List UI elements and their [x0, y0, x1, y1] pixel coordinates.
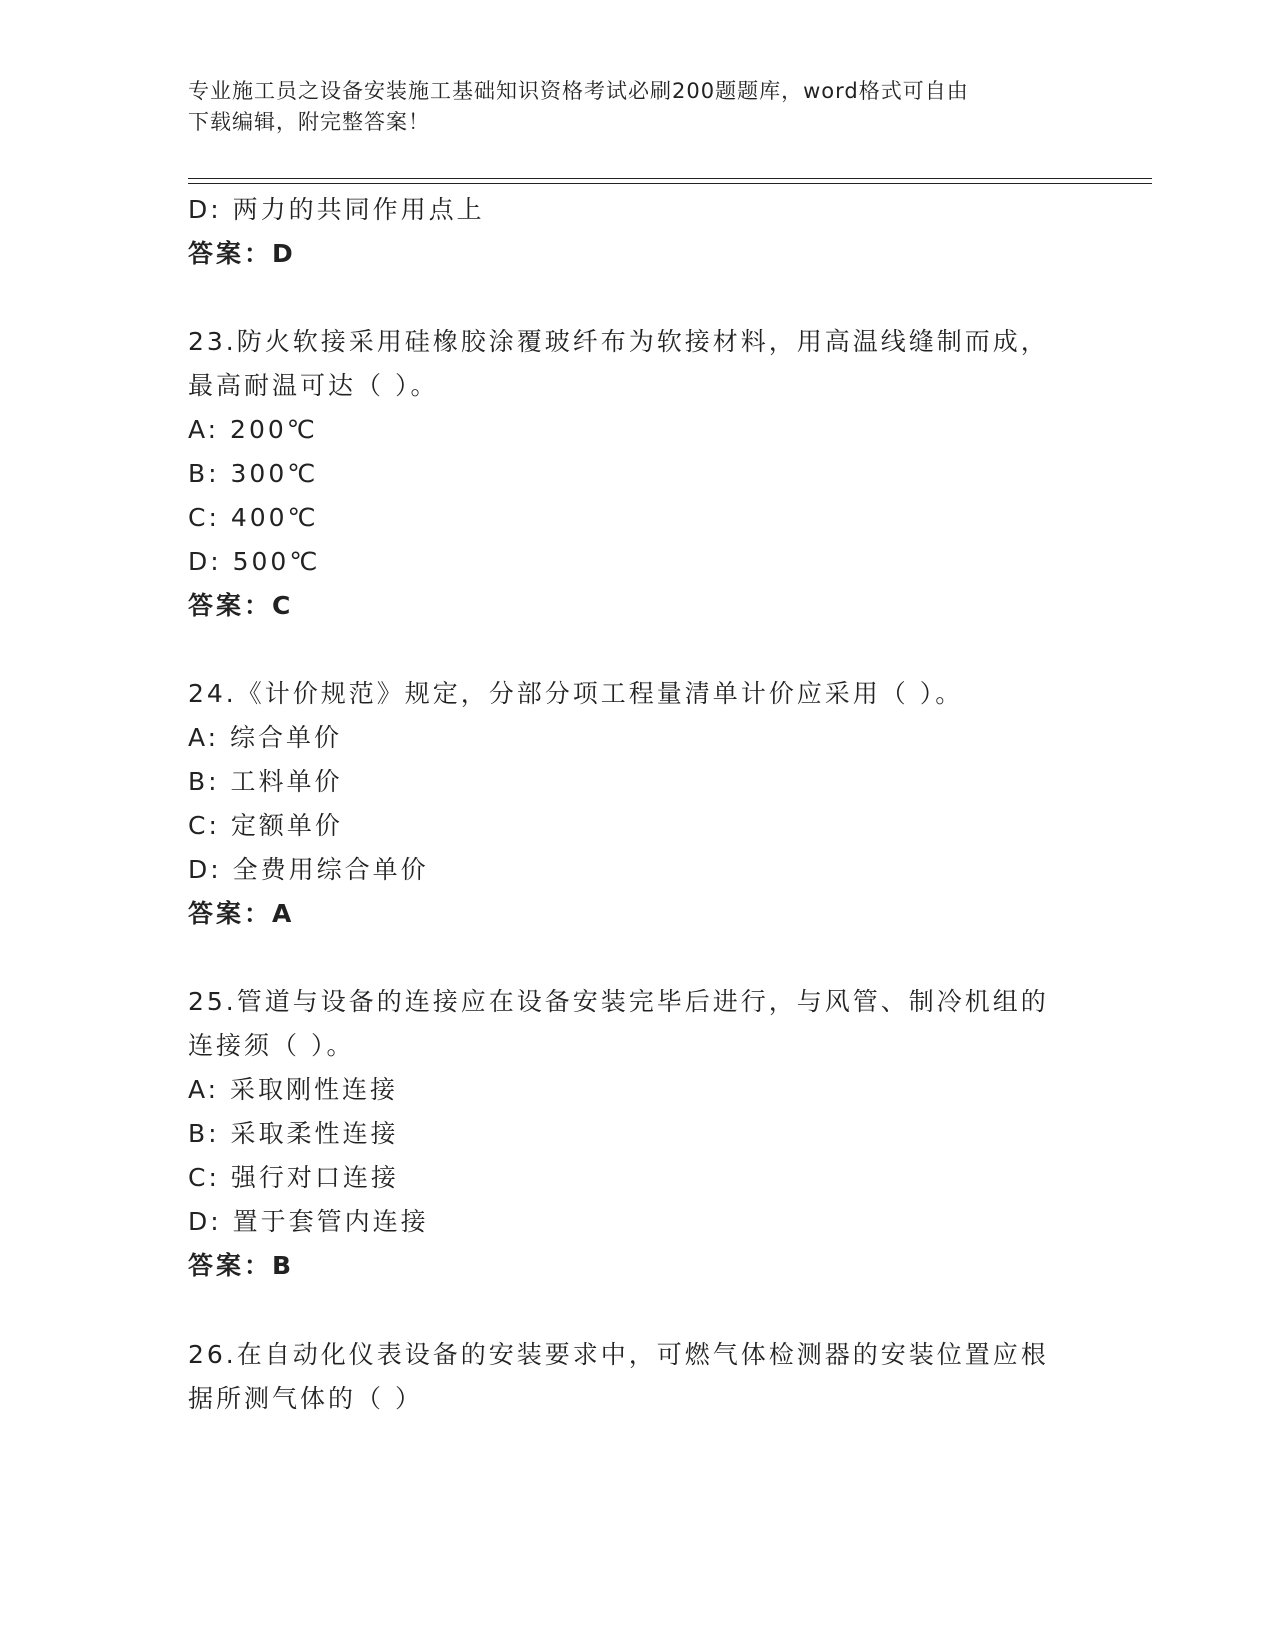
q23-option-c: C: 400℃ — [188, 503, 319, 532]
q24-option-b: B: 工料单价 — [188, 767, 343, 796]
q25-stem-line-1: 25.管道与设备的连接应在设备安装完毕后进行，与风管、制冷机组的 — [188, 987, 1049, 1016]
q24-option-a: A: 综合单价 — [188, 723, 343, 752]
q23-answer: 答案：C — [188, 591, 294, 620]
q25-option-d: D: 置于套管内连接 — [188, 1207, 429, 1236]
q25-option-a: A: 采取刚性连接 — [188, 1075, 399, 1104]
header-line-2: 下载编辑，附完整答案！ — [188, 110, 430, 134]
header-divider-bottom — [188, 183, 1152, 184]
document-header — [188, 76, 1068, 138]
q26-stem-line-1: 26.在自动化仪表设备的安装要求中，可燃气体检测器的安装位置应根 — [188, 1340, 1049, 1369]
q25-stem-line-2: 连接须（ ）。 — [188, 1031, 355, 1060]
q24-option-d: D: 全费用综合单价 — [188, 855, 429, 884]
q23-stem-line-1: 23.防火软接采用硅橡胶涂覆玻纤布为软接材料，用高温线缝制而成， — [188, 327, 1049, 356]
header-divider-top — [188, 178, 1152, 179]
q25-option-b: B: 采取柔性连接 — [188, 1119, 399, 1148]
q26-stem-line-2: 据所测气体的（ ） — [188, 1384, 423, 1413]
q24-answer: 答案：A — [188, 899, 295, 928]
q22-option-d: D: 两力的共同作用点上 — [188, 195, 485, 224]
q22-answer: 答案：D — [188, 239, 296, 268]
q23-option-a: A: 200℃ — [188, 415, 318, 444]
q23-option-b: B: 300℃ — [188, 459, 319, 488]
q25-option-c: C: 强行对口连接 — [188, 1163, 399, 1192]
q24-stem-line-1: 24.《计价规范》规定，分部分项工程量清单计价应采用（ ）。 — [188, 679, 964, 708]
q25-answer: 答案：B — [188, 1251, 295, 1280]
q23-option-d: D: 500℃ — [188, 547, 321, 576]
header-line-1: 专业施工员之设备安装施工基础知识资格考试必刷200题题库，word格式可自由 — [188, 79, 969, 103]
q23-stem-line-2: 最高耐温可达（ ）。 — [188, 371, 439, 400]
q24-option-c: C: 定额单价 — [188, 811, 343, 840]
